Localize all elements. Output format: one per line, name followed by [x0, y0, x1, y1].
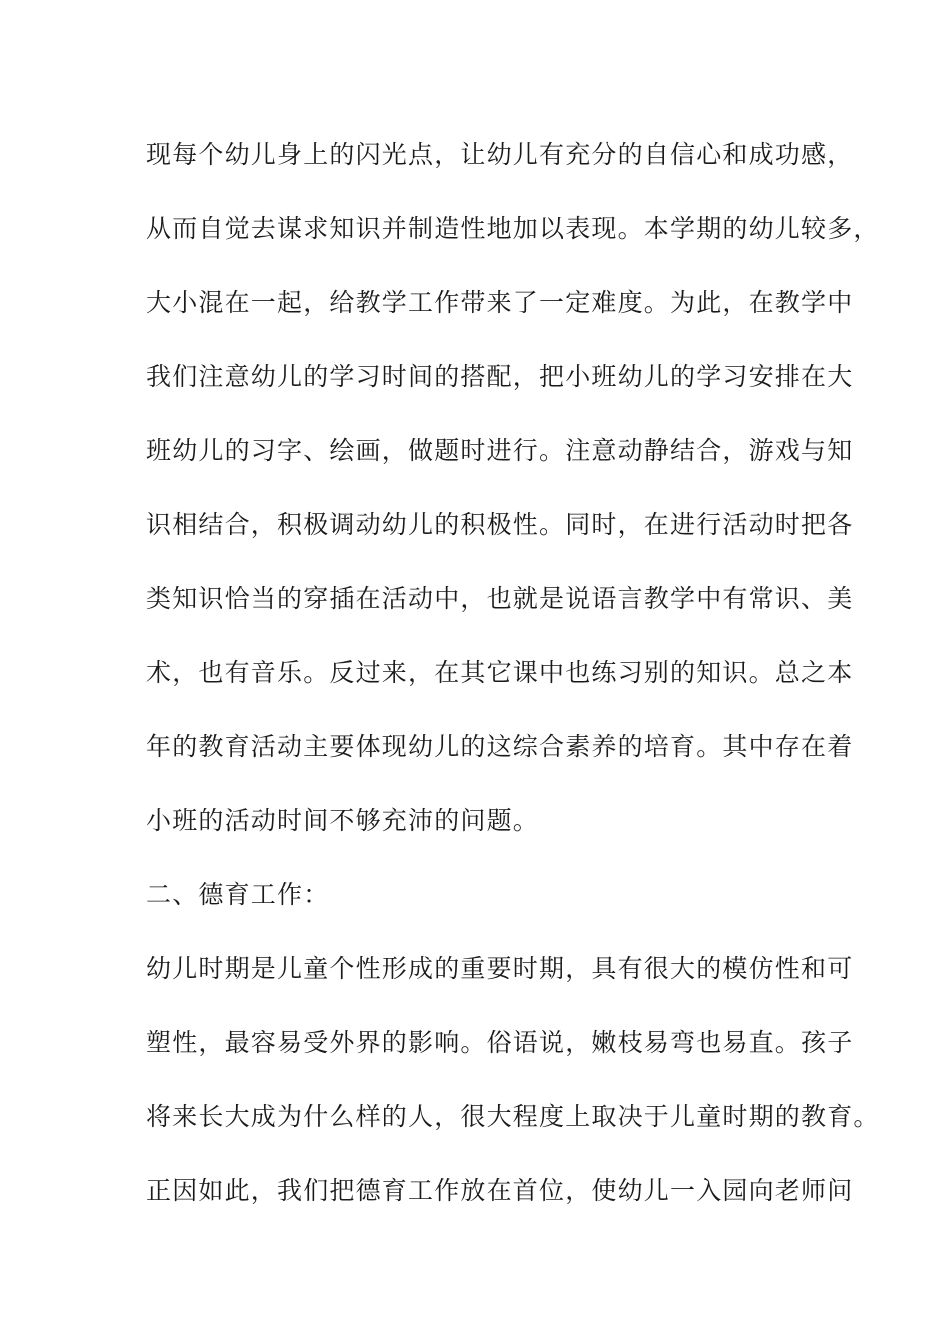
- paragraph-line: 从而自觉去谋求知识并制造性地加以表现。本学期的幼儿较多，: [146, 214, 880, 243]
- paragraph-line: 将来长大成为什么样的人，很大程度上取决于儿童时期的教育。: [146, 1102, 880, 1131]
- paragraph-line: 大小混在一起，给教学工作带来了一定难度。为此，在教学中: [146, 288, 854, 317]
- paragraph-line: 幼儿时期是儿童个性形成的重要时期，具有很大的模仿性和可: [146, 954, 854, 983]
- paragraph-line: 小班的活动时间不够充沛的问题。: [146, 806, 540, 835]
- paragraph-line: 识相结合，积极调动幼儿的积极性。同时，在进行活动时把各: [146, 510, 854, 539]
- section-heading: 二、德育工作：: [146, 880, 330, 909]
- paragraph-line: 塑性，最容易受外界的影响。俗语说，嫩枝易弯也易直。孩子: [146, 1028, 854, 1057]
- paragraph-line: 年的教育活动主要体现幼儿的这综合素养的培育。其中存在着: [146, 732, 854, 761]
- paragraph-line: 我们注意幼儿的学习时间的搭配，把小班幼儿的学习安排在大: [146, 362, 854, 391]
- paragraph-line: 正因如此，我们把德育工作放在首位，使幼儿一入园向老师问: [146, 1176, 854, 1205]
- paragraph-line: 现每个幼儿身上的闪光点，让幼儿有充分的自信心和成功感，: [146, 140, 854, 169]
- paragraph-line: 术，也有音乐。反过来，在其它课中也练习别的知识。总之本: [146, 658, 854, 687]
- paragraph-line: 类知识恰当的穿插在活动中，也就是说语言教学中有常识、美: [146, 584, 854, 613]
- paragraph-line: 班幼儿的习字、绘画，做题时进行。注意动静结合，游戏与知: [146, 436, 854, 465]
